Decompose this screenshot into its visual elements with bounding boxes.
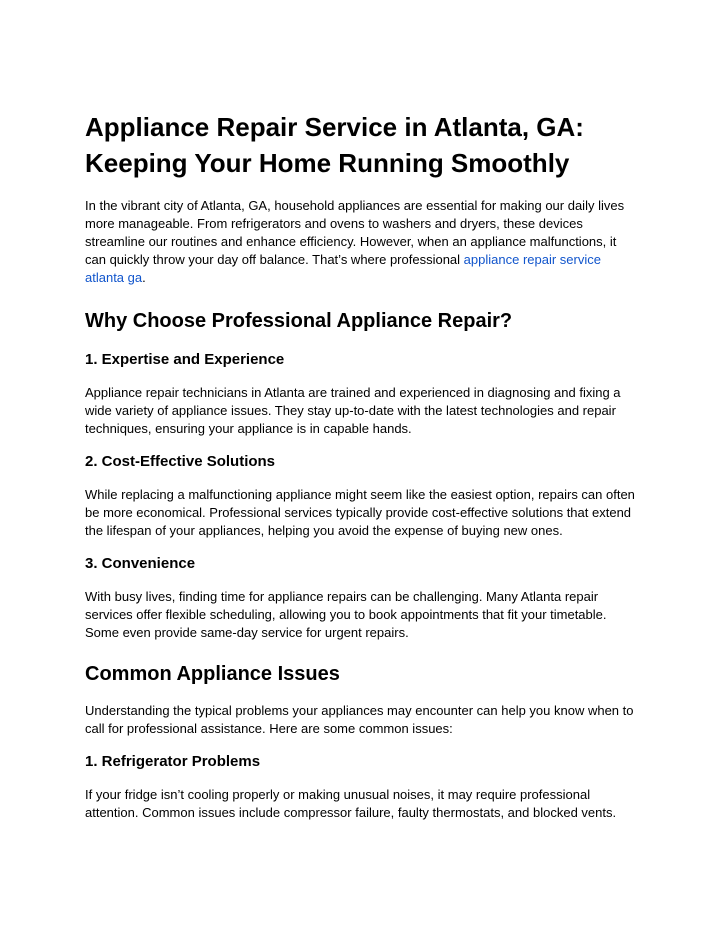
refrigerator-paragraph: [85, 786, 640, 822]
subheading-expertise: 1. Expertise and Experience: [85, 351, 285, 368]
cost-line-1: While replacing a malfunctioning appliance might seem like the easiest option, repairs can often: [85, 487, 635, 502]
intro-line-2: more manageable. From refrigerators and ovens to washers and dryers, these devices: [85, 216, 583, 231]
title-line-1: Appliance Repair Service in Atlanta, GA:: [85, 112, 584, 142]
intro-line-4: [85, 251, 640, 269]
expertise-line-1: Appliance repair technicians in Atlanta are trained and experienced in diagnosing and fixing a: [85, 385, 621, 400]
intro-line-1: In the vibrant city of Atlanta, GA, household appliances are essential for making our daily lives: [85, 198, 625, 213]
appliance-repair-link-part-2[interactable]: atlanta ga: [85, 270, 143, 285]
intro-line-4-text: can quickly throw your day off balance. That’s where professional: [85, 252, 464, 267]
convenience-line-1: With busy lives, finding time for appliance repairs can be challenging. Many Atlanta repair: [85, 589, 599, 604]
subheading-refrigerator: 1. Refrigerator Problems: [85, 753, 261, 770]
convenience-line-2: services offer flexible scheduling, allowing you to book appointments that fit your timetable.: [85, 607, 607, 622]
appliance-repair-link-part-1[interactable]: appliance repair service: [463, 252, 601, 267]
title-line-2: Keeping Your Home Running Smoothly: [85, 148, 570, 178]
section-heading-common-issues: Common Appliance Issues: [85, 663, 340, 685]
subheading-cost-effective: 2. Cost-Effective Solutions: [85, 453, 276, 470]
convenience-line-3: Some even provide same-day service for urgent repairs.: [85, 625, 409, 640]
common-issues-intro: [85, 702, 640, 738]
intro-end-period: .: [142, 270, 146, 285]
common-issues-line-2: call for professional assistance. Here are some common issues:: [85, 721, 453, 736]
intro-paragraph: [85, 197, 640, 287]
refrigerator-line-2: attention. Common issues include compressor failure, faulty thermostats, and blocked vents.: [85, 805, 617, 820]
cost-effective-paragraph: [85, 486, 640, 540]
subheading-convenience: 3. Convenience: [85, 555, 196, 572]
convenience-paragraph: [85, 588, 640, 642]
cost-line-2: be more economical. Professional services typically provide cost-effective solutions that extend: [85, 505, 632, 520]
refrigerator-line-1: If your fridge isn’t cooling properly or making unusual noises, it may require professional: [85, 787, 591, 802]
page-title: [85, 109, 645, 181]
common-issues-line-1: Understanding the typical problems your appliances may encounter can help you know when to: [85, 703, 634, 718]
expertise-line-2: wide variety of appliance issues. They stay up-to-date with the latest technologies and repair: [85, 403, 616, 418]
cost-line-3: the lifespan of your appliances, helping you avoid the expense of buying new ones.: [85, 523, 563, 538]
section-heading-why-choose: Why Choose Professional Appliance Repair?: [85, 310, 513, 332]
intro-line-3: streamline our routines and enhance efficiency. However, when an appliance malfunctions, it: [85, 234, 617, 249]
expertise-paragraph: [85, 384, 640, 438]
expertise-line-3: techniques, ensuring your appliance is in capable hands.: [85, 421, 412, 436]
intro-line-5: [85, 269, 640, 287]
